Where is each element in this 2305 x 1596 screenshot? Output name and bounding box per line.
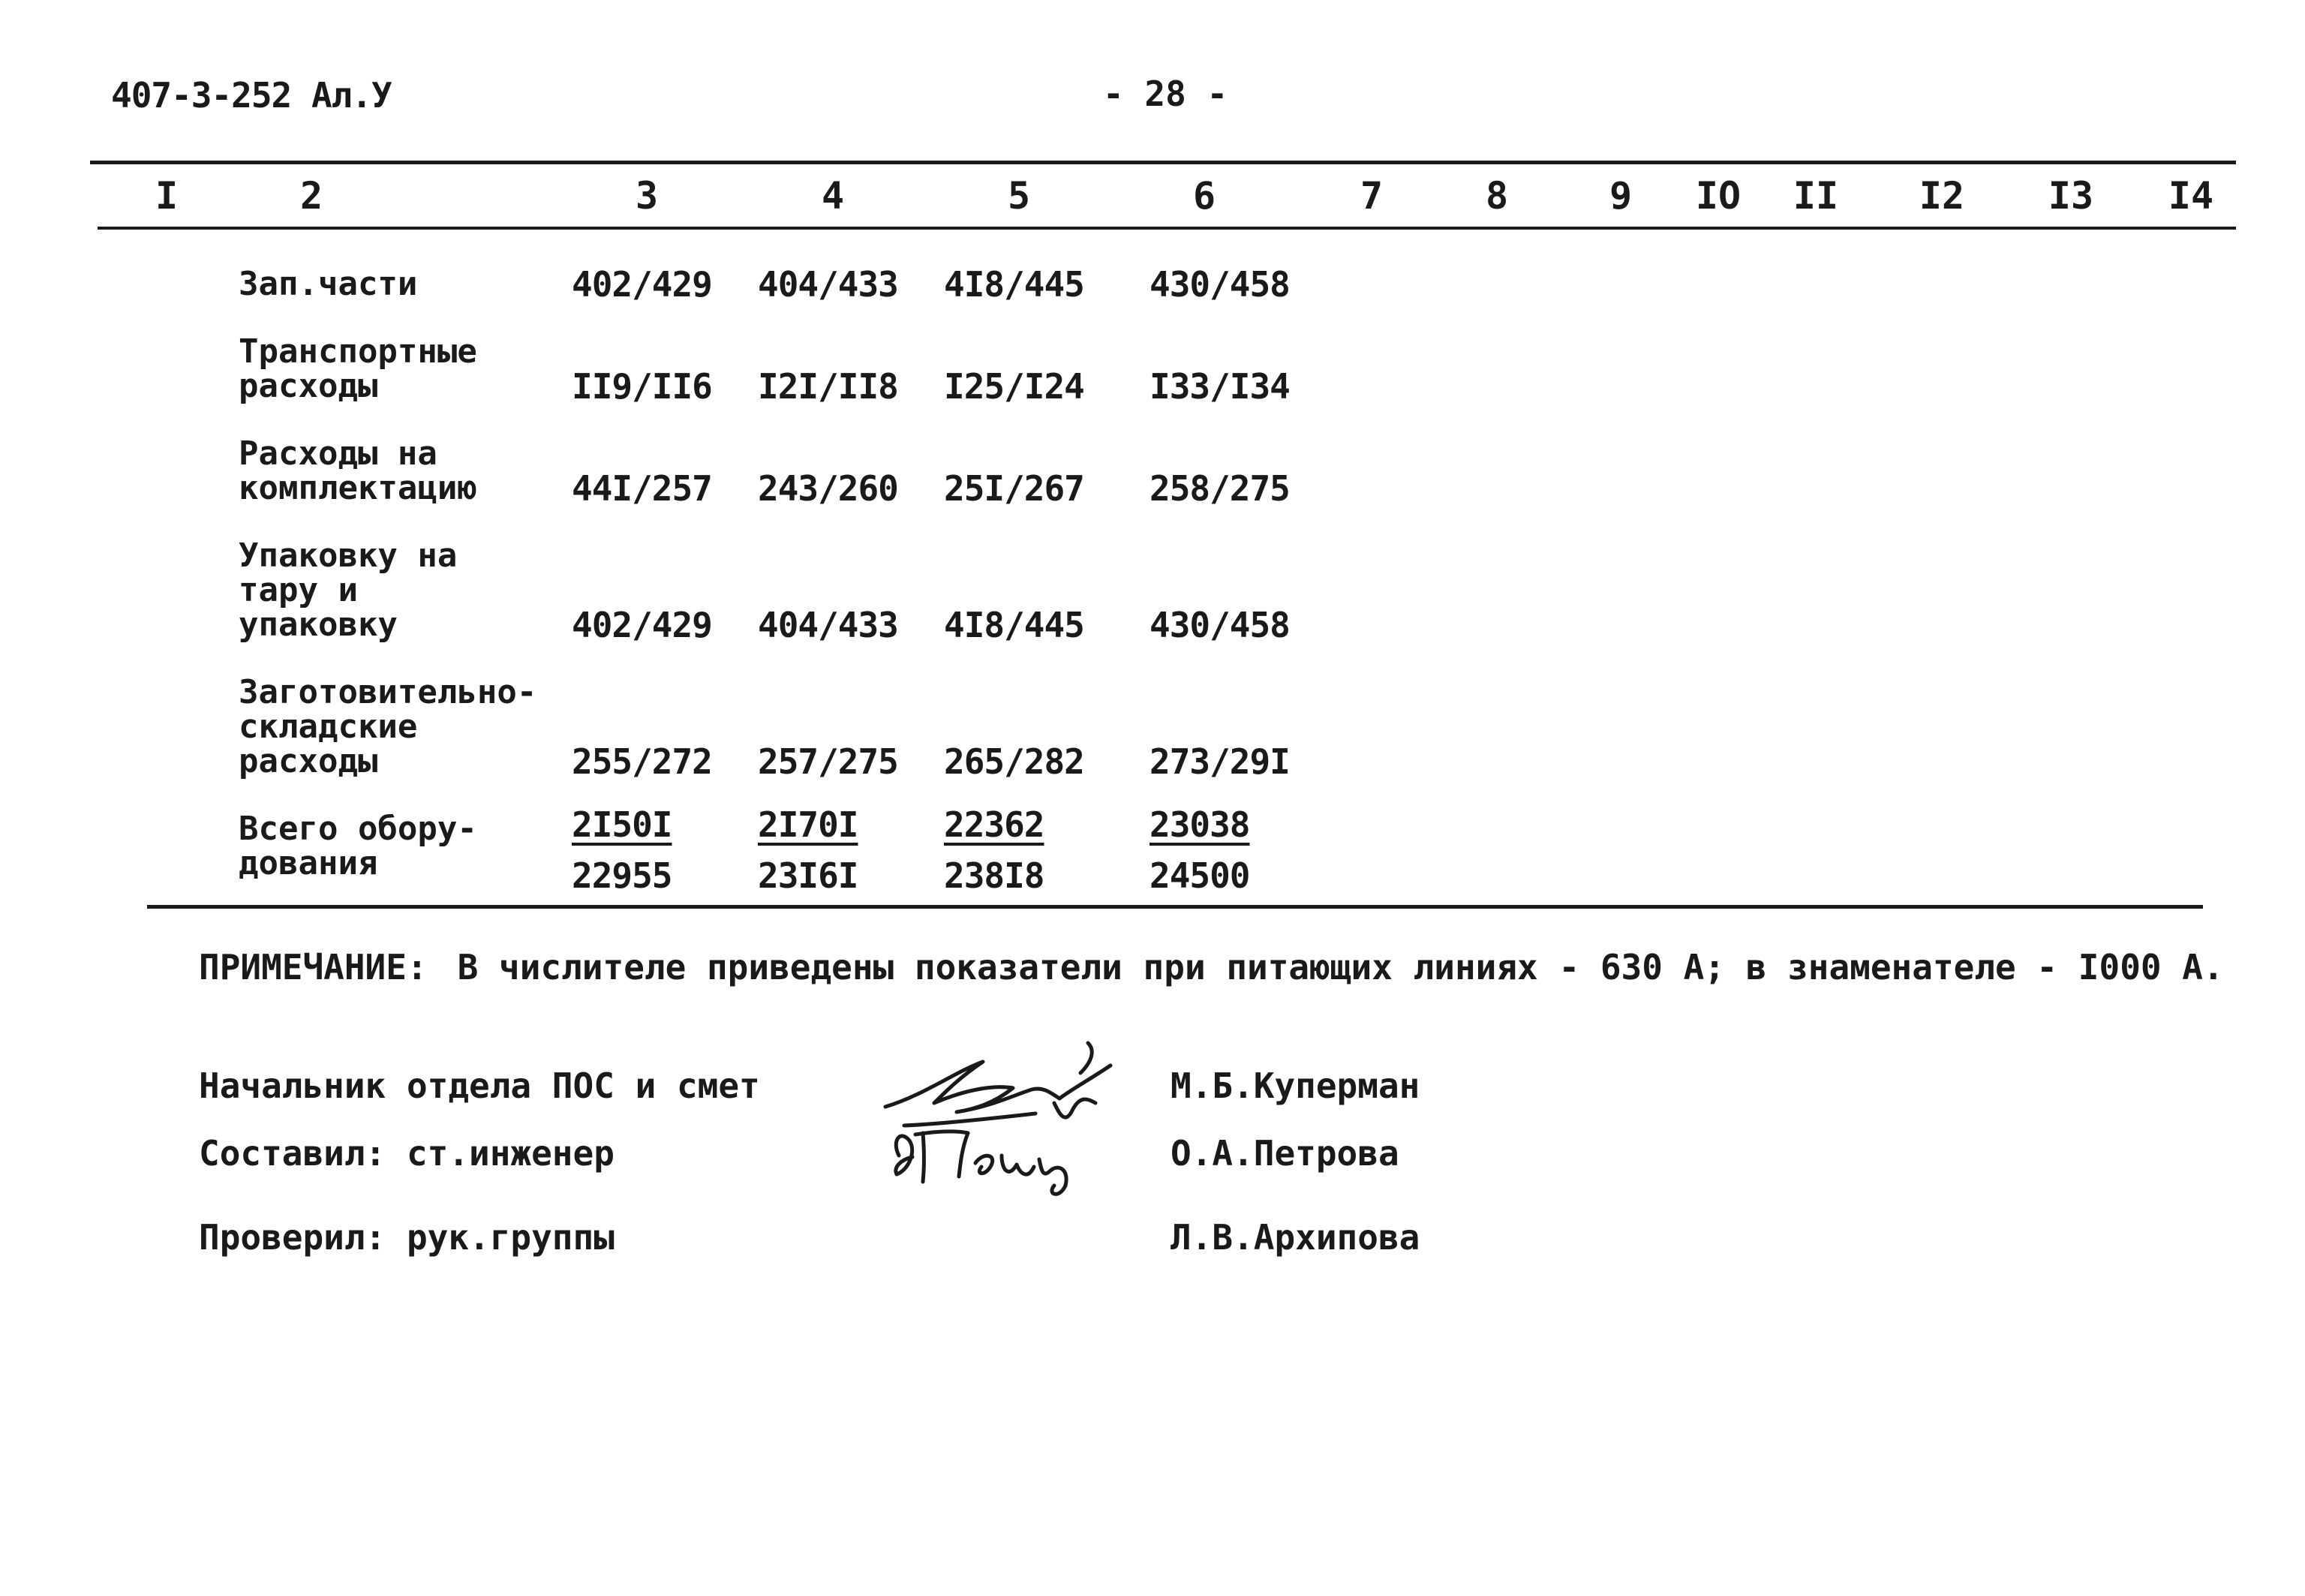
table-note	[199, 947, 2224, 987]
signature-name-compiler: О.А.Петрова	[1171, 1133, 1399, 1174]
row-label: Зап.части	[239, 265, 418, 303]
table-cell: 402/429	[572, 605, 712, 645]
table-cell: 243/260	[758, 468, 898, 509]
row-label: Заготовительно- складские расходы	[239, 673, 537, 780]
total-numerator: 23038	[1149, 804, 1250, 845]
note-prefix: ПРИМЕЧАНИЕ:	[199, 947, 428, 987]
column-number: 3	[635, 174, 659, 218]
column-number: 9	[1609, 174, 1633, 218]
column-number: I2	[1919, 174, 1965, 218]
table-cell: 402/429	[572, 264, 712, 305]
column-number: 4	[821, 174, 845, 218]
row-label: Транспортные расходы	[239, 332, 477, 405]
handwritten-signature-icon	[863, 1020, 1163, 1208]
table-cell: I33/I34	[1149, 366, 1290, 407]
column-number: 5	[1007, 174, 1031, 218]
table-cell: 430/458	[1149, 605, 1290, 645]
row-label: Упаковку на тару и упаковку	[239, 537, 458, 644]
column-number: 6	[1192, 174, 1216, 218]
table-top-rule	[90, 161, 2236, 164]
total-numerator: 2I70I	[758, 804, 858, 845]
total-numerator: 2I50I	[572, 804, 672, 845]
signature-name-checker: Л.В.Архипова	[1171, 1217, 1420, 1258]
total-denominator: 22955	[572, 855, 672, 896]
table-cell: 255/272	[572, 741, 712, 782]
table-cell: 44I/257	[572, 468, 712, 509]
document-code: 407-3-252 Ал.У	[111, 75, 392, 116]
column-number: II	[1793, 174, 1839, 218]
page-number: - 28 -	[1103, 74, 1228, 114]
column-number: 8	[1485, 174, 1509, 218]
note-text: В числителе приведены показатели при питающих линиях - 630 А; в знаменателе - I000 А.	[457, 947, 2224, 987]
table-cell: I25/I24	[944, 366, 1084, 407]
row-label: Расходы на комплектацию	[239, 434, 477, 507]
table-cell: 265/282	[944, 741, 1084, 782]
table-cell: 404/433	[758, 605, 898, 645]
table-cell: 273/29I	[1149, 741, 1290, 782]
total-denominator: 238I8	[944, 855, 1044, 896]
signature-name-head: М.Б.Куперман	[1171, 1066, 1420, 1106]
table-cell: 257/275	[758, 741, 898, 782]
table-cell: 4I8/445	[944, 605, 1084, 645]
row-label: Всего обору- дования	[239, 810, 477, 882]
table-cell: II9/II6	[572, 366, 712, 407]
column-number: I3	[2048, 174, 2094, 218]
total-denominator: 23I6I	[758, 855, 858, 896]
column-number: IO	[1695, 174, 1742, 218]
signature-role-compiler: Составил: ст.инженер	[199, 1133, 615, 1174]
column-number: 7	[1360, 174, 1384, 218]
table-cell: 25I/267	[944, 468, 1084, 509]
table-cell: 404/433	[758, 264, 898, 305]
total-numerator: 22362	[944, 804, 1044, 845]
total-denominator: 24500	[1149, 855, 1250, 896]
table-bottom-rule	[147, 905, 2203, 909]
table-cell: I2I/II8	[758, 366, 898, 407]
column-number: I	[155, 174, 179, 218]
column-number: 2	[299, 174, 323, 218]
signature-role-checker: Проверил: рук.группы	[199, 1217, 615, 1258]
table-cell: 258/275	[1149, 468, 1290, 509]
signature-role-head: Начальник отдела ПОС и смет	[199, 1066, 760, 1106]
table-header-rule	[98, 227, 2236, 230]
column-number: I4	[2168, 174, 2214, 218]
table-cell: 4I8/445	[944, 264, 1084, 305]
table-cell: 430/458	[1149, 264, 1290, 305]
